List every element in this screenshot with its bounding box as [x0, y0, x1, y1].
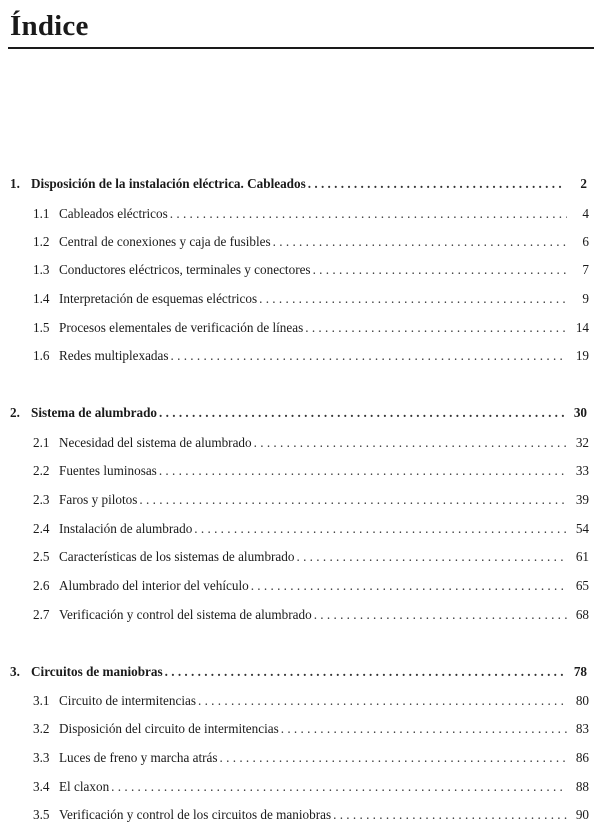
chapter-page: 78 [573, 664, 587, 679]
title-rule [8, 47, 594, 49]
section-title: Necesidad del sistema de alumbrado [59, 435, 252, 450]
toc-section-2-2[interactable] [33, 462, 589, 480]
section-page: 54 [575, 521, 589, 536]
section-page: 65 [575, 578, 589, 593]
section-number: 3.3 [33, 750, 50, 765]
section-number: 3.4 [33, 779, 50, 794]
dot-leader [220, 749, 567, 767]
section-number: 2.1 [33, 435, 50, 450]
dot-leader [159, 404, 565, 422]
chapter-number: 2. [10, 405, 20, 420]
section-number: 2.7 [33, 607, 50, 622]
section-title: Central de conexiones y caja de fusibles [59, 234, 271, 249]
toc-section-1-4[interactable] [33, 290, 589, 308]
section-title: Fuentes luminosas [59, 463, 157, 478]
section-page: 32 [575, 435, 589, 450]
section-title: Verificación y control de los circuitos de maniobras [59, 807, 332, 822]
section-number: 1.3 [33, 262, 50, 277]
chapter-title: Circuitos de maniobras [31, 664, 163, 679]
dot-leader [251, 577, 567, 595]
toc-section-2-1[interactable] [33, 434, 589, 452]
section-number: 2.2 [33, 463, 50, 478]
dot-leader [170, 205, 567, 223]
section-number: 3.2 [33, 721, 50, 736]
toc-section-3-5[interactable] [33, 806, 589, 824]
toc-chapter-3[interactable] [10, 663, 587, 681]
dot-leader [171, 347, 567, 365]
dot-leader [281, 720, 567, 738]
chapter-page: 2 [580, 176, 587, 191]
section-title: Disposición del circuito de intermitencias [59, 721, 279, 736]
section-title: Cableados eléctricos [59, 206, 168, 221]
section-page: 4 [582, 206, 589, 221]
section-number: 3.5 [33, 807, 50, 822]
section-page: 80 [575, 693, 589, 708]
dot-leader [273, 233, 567, 251]
dot-leader [254, 434, 567, 452]
section-page: 7 [582, 262, 589, 277]
section-page: 68 [575, 607, 589, 622]
toc-section-2-6[interactable] [33, 577, 589, 595]
toc-section-1-3[interactable] [33, 261, 589, 279]
toc-section-1-6[interactable] [33, 347, 589, 365]
toc-section-3-1[interactable] [33, 692, 589, 710]
section-number: 2.3 [33, 492, 50, 507]
section-page: 14 [575, 320, 589, 335]
section-number: 1.6 [33, 348, 50, 363]
section-title: Redes multiplexadas [59, 348, 169, 363]
dot-leader [308, 175, 565, 193]
section-page: 86 [575, 750, 589, 765]
section-title: Instalación de alumbrado [59, 521, 193, 536]
section-page: 88 [575, 779, 589, 794]
chapter-title: Sistema de alumbrado [31, 405, 158, 420]
toc-section-1-5[interactable] [33, 319, 589, 337]
dot-leader [139, 491, 567, 509]
toc-section-3-4[interactable] [33, 778, 589, 796]
chapter-title: Disposición de la instalación eléctrica. Cableados [31, 176, 306, 191]
dot-leader [165, 663, 565, 681]
section-page: 61 [575, 549, 589, 564]
toc-chapter-2[interactable] [10, 404, 587, 422]
dot-leader [313, 261, 567, 279]
section-title: Faros y pilotos [59, 492, 138, 507]
chapter-number: 3. [10, 664, 20, 679]
section-title: Características de los sistemas de alumbrado [59, 549, 295, 564]
dot-leader [305, 319, 567, 337]
section-title: Interpretación de esquemas eléctricos [59, 291, 258, 306]
toc-section-2-7[interactable] [33, 606, 589, 624]
chapter-number: 1. [10, 176, 20, 191]
chapter-page: 30 [573, 405, 587, 420]
section-number: 2.4 [33, 521, 50, 536]
page-title: Índice [10, 10, 89, 42]
section-number: 2.5 [33, 549, 50, 564]
section-title: Luces de freno y marcha atrás [59, 750, 218, 765]
section-page: 19 [575, 348, 589, 363]
dot-leader [259, 290, 567, 308]
section-page: 83 [575, 721, 589, 736]
section-page: 39 [575, 492, 589, 507]
dot-leader [159, 462, 567, 480]
toc-section-2-4[interactable] [33, 520, 589, 538]
section-number: 1.2 [33, 234, 50, 249]
dot-leader [296, 548, 567, 566]
section-title: Alumbrado del interior del vehículo [59, 578, 249, 593]
section-page: 33 [575, 463, 589, 478]
toc-section-3-3[interactable] [33, 749, 589, 767]
dot-leader [194, 520, 567, 538]
section-number: 1.4 [33, 291, 50, 306]
section-number: 1.1 [33, 206, 50, 221]
section-page: 90 [575, 807, 589, 822]
section-title: Procesos elementales de verificación de líneas [59, 320, 304, 335]
toc-section-2-5[interactable] [33, 548, 589, 566]
section-title: Circuito de intermitencias [59, 693, 196, 708]
dot-leader [333, 806, 567, 824]
section-number: 1.5 [33, 320, 50, 335]
section-title: Conductores eléctricos, terminales y conectores [59, 262, 311, 277]
section-title: Verificación y control del sistema de alumbrado [59, 607, 312, 622]
toc-section-1-2[interactable] [33, 233, 589, 251]
dot-leader [314, 606, 567, 624]
section-page: 6 [582, 234, 589, 249]
dot-leader [198, 692, 567, 710]
dot-leader [111, 778, 567, 796]
section-page: 9 [582, 291, 589, 306]
section-number: 2.6 [33, 578, 50, 593]
toc-section-3-2[interactable] [33, 720, 589, 738]
toc-section-2-3[interactable] [33, 491, 589, 509]
section-number: 3.1 [33, 693, 50, 708]
section-title: El claxon [59, 779, 110, 794]
toc-chapter-1[interactable] [10, 175, 587, 193]
toc-section-1-1[interactable] [33, 205, 589, 223]
